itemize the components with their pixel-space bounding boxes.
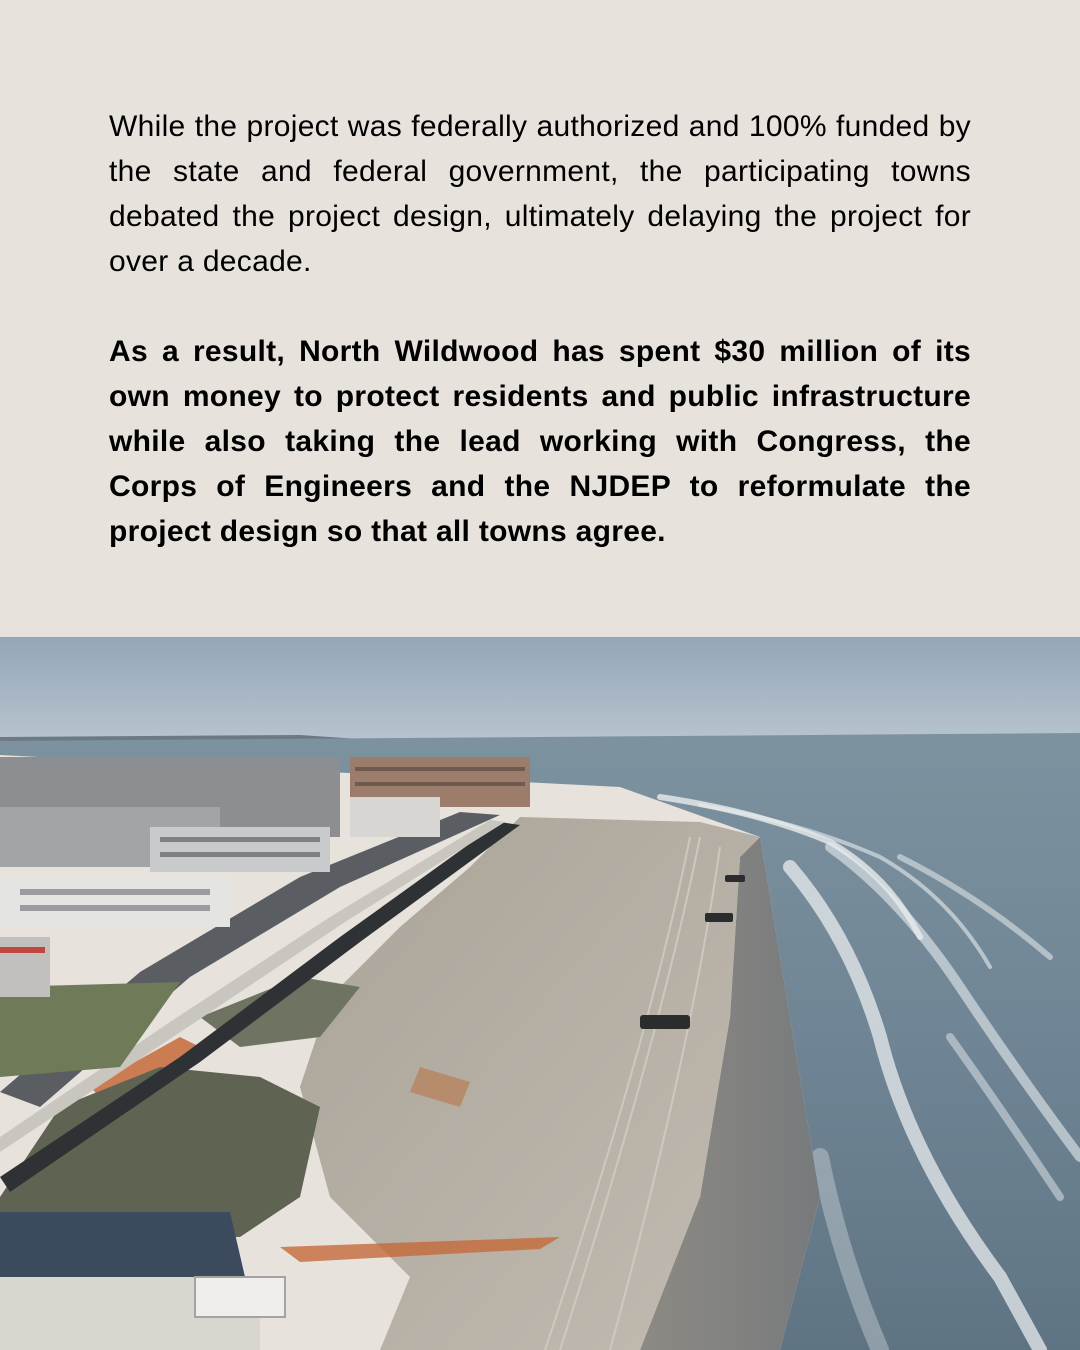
body-paragraph-2-bold: As a result, North Wildwood has spent $30 million of its own money to protect residents and public infrastructure while also taking the lead working with Congress, the Corps of Engineers and the NJDEP to reformulate the project design so that all towns agree. [109,335,971,548]
foreground-house-roof [0,1212,245,1277]
aerial-beach-photo [0,637,1080,1350]
foreground-house-balcony [195,1277,285,1317]
text-block [109,104,971,554]
beach-truck-2 [705,913,733,922]
beach-truck-3 [725,875,745,882]
sky [0,637,1080,742]
body-paragraph-1: While the project was federally authorized and 100% funded by the state and federal government, the participating towns debated the project design, ultimately delaying the project for over a decade. [109,110,971,278]
beach-truck-1 [640,1015,690,1029]
